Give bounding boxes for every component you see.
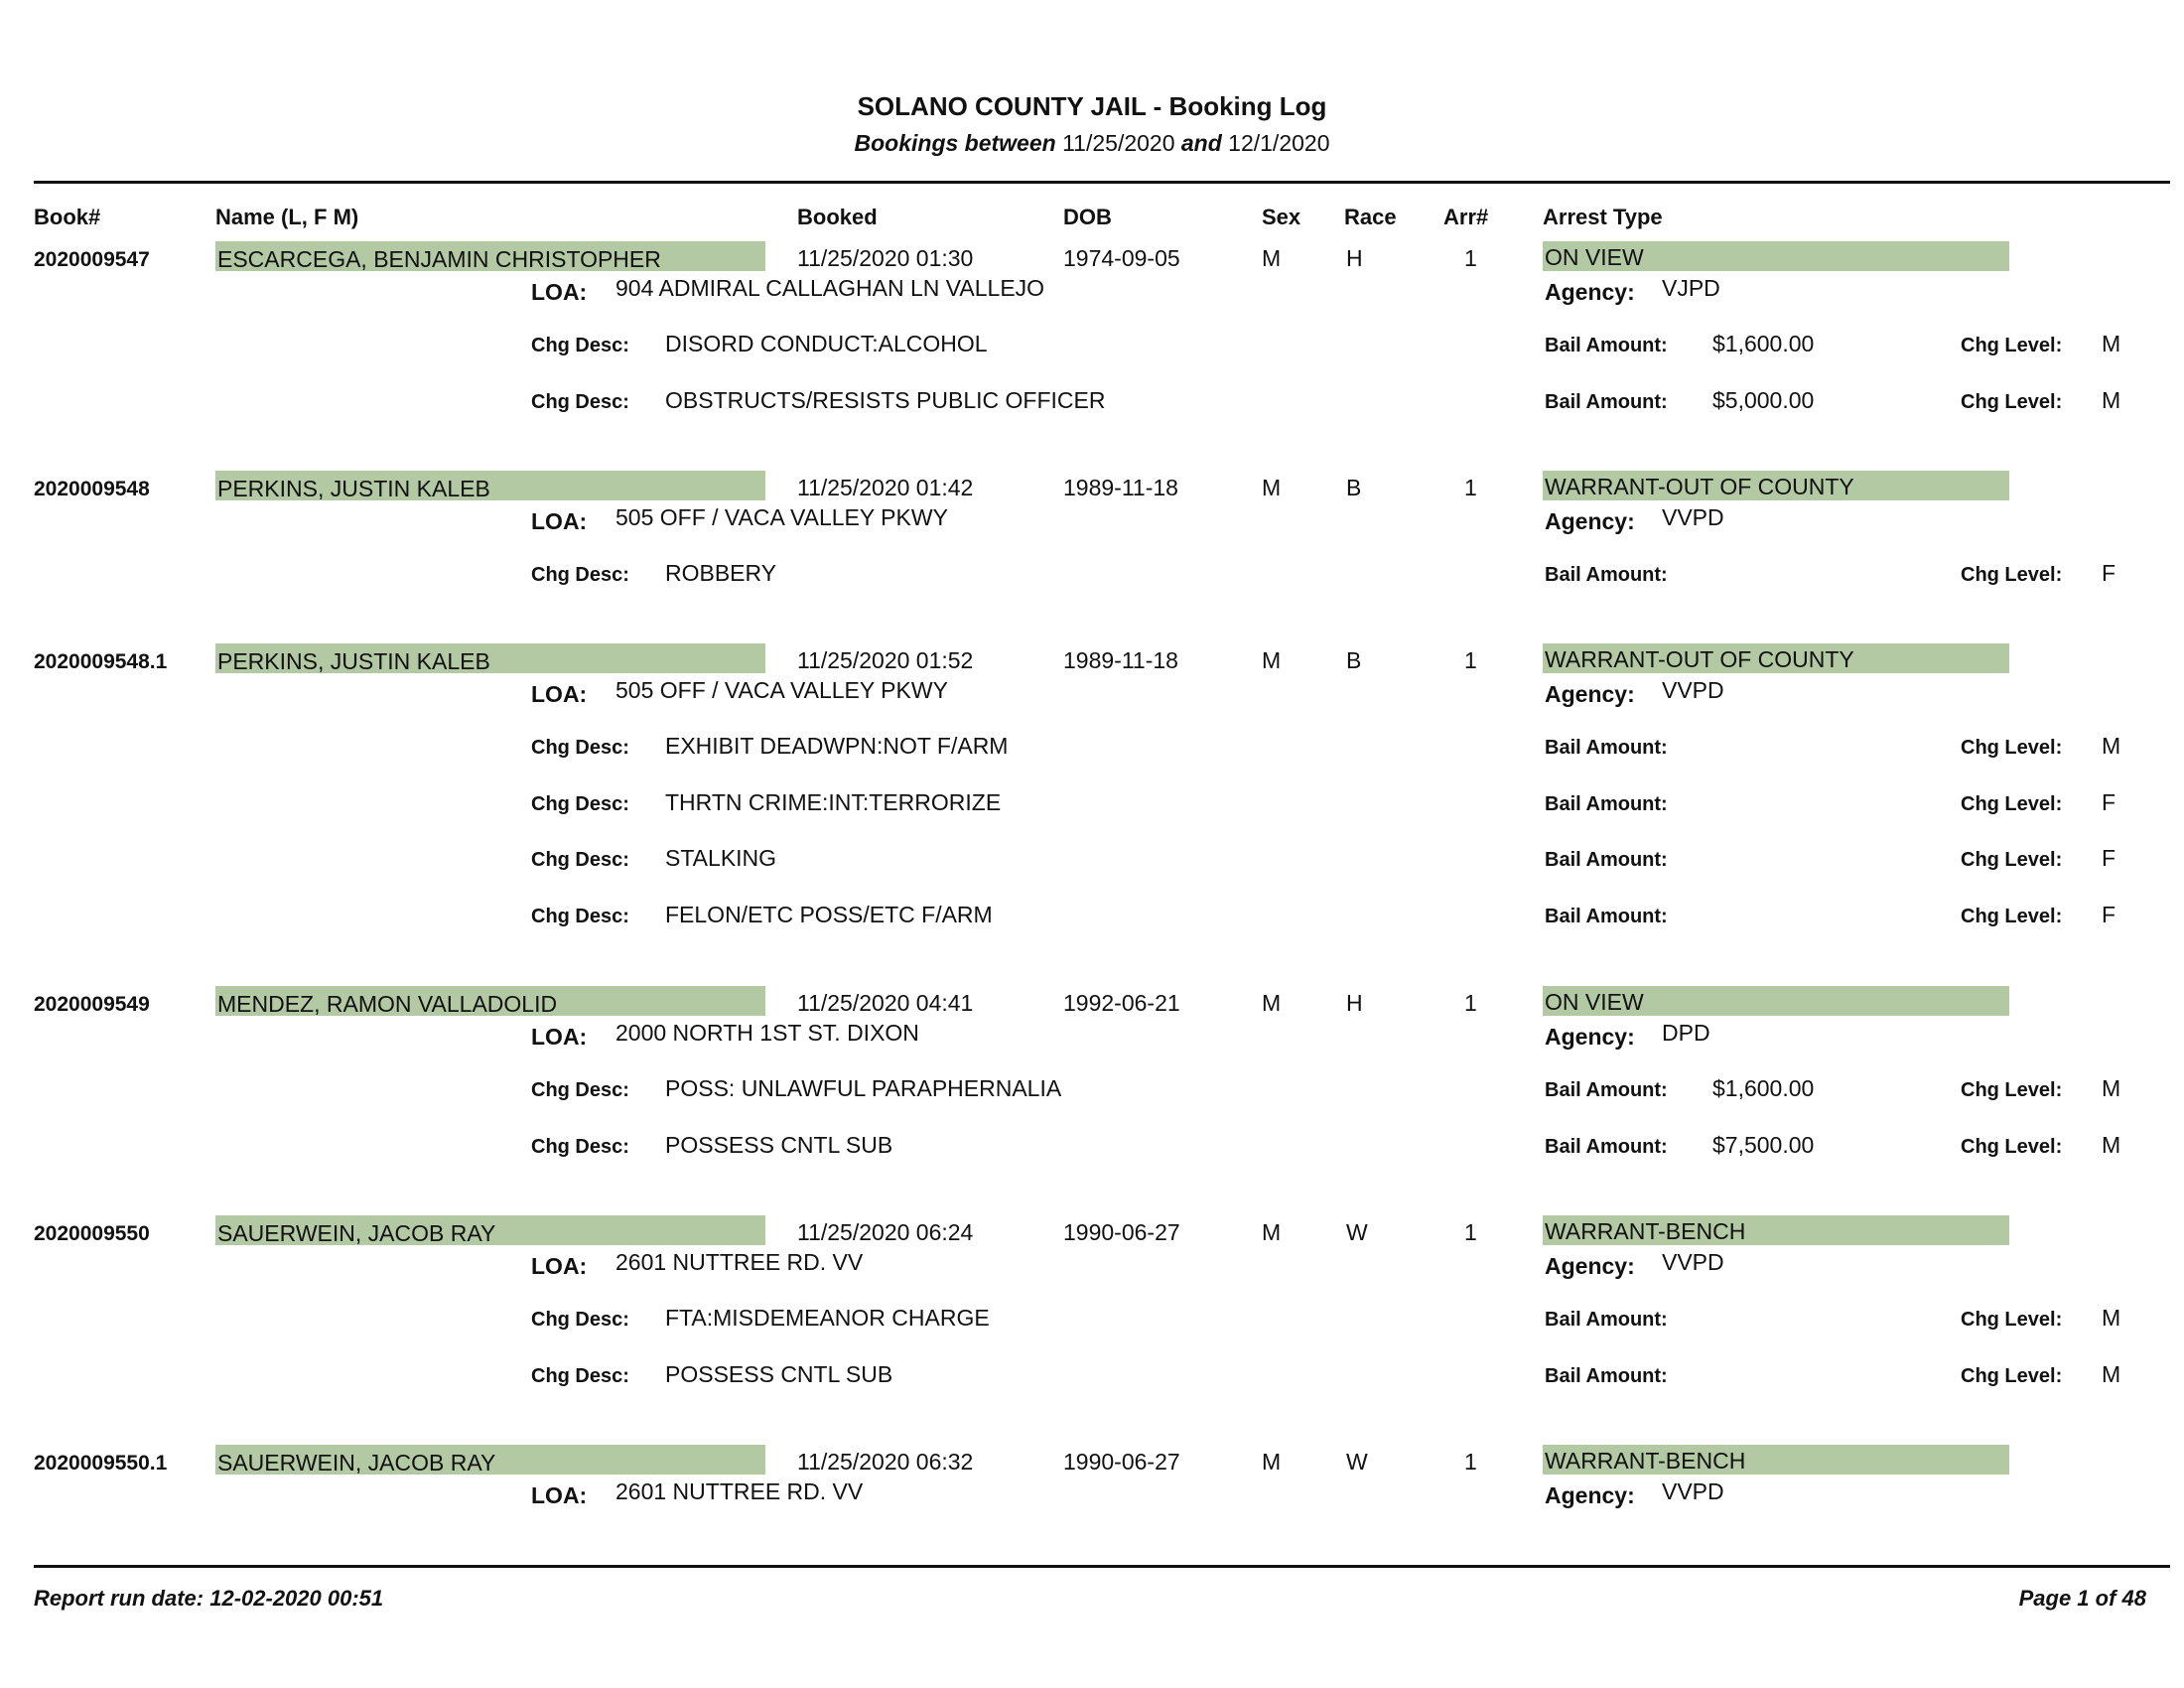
charge-desc-label: Chg Desc: [531, 1135, 629, 1158]
charge-level-value: F [2102, 901, 2116, 927]
report-run-date: Report run date: 12-02-2020 00:51 [34, 1586, 384, 1611]
booking-record [0, 241, 2184, 413]
race-value: W [1346, 1449, 1368, 1475]
charge-level-label: Chg Level: [1961, 849, 2063, 871]
booking-record [0, 471, 2184, 586]
date-of-birth: 1989-11-18 [1063, 475, 1178, 500]
agency-value: VVPD [1662, 1249, 1724, 1275]
charge-description: DISORD CONDUCT:ALCOHOL [665, 331, 988, 356]
race-value: W [1346, 1219, 1368, 1245]
sex-value: M [1262, 647, 1282, 673]
charge-desc-label: Chg Desc: [531, 1079, 629, 1101]
sex-value: M [1262, 990, 1282, 1016]
booking-record [0, 1445, 2184, 1508]
agency-value: VVPD [1662, 504, 1724, 530]
date-of-birth: 1989-11-18 [1063, 647, 1178, 673]
booking-number: 2020009548.1 [34, 650, 168, 673]
inmate-name: SAUERWEIN, JACOB RAY [215, 1445, 765, 1475]
booked-datetime: 11/25/2020 06:32 [797, 1449, 974, 1475]
race-value: B [1346, 647, 1362, 673]
charge-desc-label: Chg Desc: [531, 737, 629, 759]
charge-desc-label: Chg Desc: [531, 905, 629, 927]
booked-datetime: 11/25/2020 06:24 [797, 1219, 974, 1245]
booked-datetime: 11/25/2020 01:30 [797, 245, 974, 271]
charge-desc-label: Chg Desc: [531, 792, 629, 815]
bail-amount-label: Bail Amount: [1545, 1309, 1668, 1331]
inmate-name: MENDEZ, RAMON VALLADOLID [215, 986, 765, 1016]
charge-level-value: M [2102, 1075, 2121, 1101]
page-number: Page 1 of 48 [2018, 1586, 2146, 1611]
inmate-name: SAUERWEIN, JACOB RAY [215, 1215, 765, 1245]
charge-description: THRTN CRIME:INT:TERRORIZE [665, 788, 1002, 815]
charge-level-label: Chg Level: [1961, 564, 2063, 586]
loa-value: 505 OFF / VACA VALLEY PKWY [615, 677, 948, 703]
arrest-number: 1 [1464, 475, 1477, 500]
booked-datetime: 11/25/2020 04:41 [797, 990, 974, 1016]
arrest-type: ON VIEW [1543, 986, 2009, 1016]
date-of-birth: 1974-09-05 [1063, 245, 1180, 271]
column-header-arr: Arr# [1443, 205, 1489, 229]
booking-number: 2020009550.1 [34, 1452, 168, 1475]
arrest-number: 1 [1464, 990, 1477, 1016]
column-header-book: Book# [34, 205, 101, 229]
arrest-type: WARRANT-OUT OF COUNTY [1543, 643, 2009, 673]
bail-amount-label: Bail Amount: [1545, 1135, 1668, 1158]
booking-number: 2020009549 [34, 993, 150, 1016]
charge-level-label: Chg Level: [1961, 737, 2063, 759]
loa-value: 2000 NORTH 1ST ST. DIXON [615, 1020, 919, 1046]
arrest-number: 1 [1464, 245, 1477, 271]
charge-description: OBSTRUCTS/RESISTS PUBLIC OFFICER [665, 386, 1106, 413]
agency-value: VVPD [1662, 1478, 1724, 1504]
booking-record [0, 1215, 2184, 1387]
charge-description: POSSESS CNTL SUB [665, 1360, 893, 1387]
subtitle-mid: and [1180, 130, 1222, 156]
date-of-birth: 1990-06-27 [1063, 1449, 1180, 1475]
charge-level-value: F [2102, 788, 2116, 815]
column-header-arrest-type: Arrest Type [1543, 205, 1663, 229]
loa-label: LOA: [531, 1024, 588, 1050]
date-of-birth: 1990-06-27 [1063, 1219, 1180, 1245]
charge-desc-label: Chg Desc: [531, 335, 629, 356]
sex-value: M [1262, 475, 1282, 500]
bail-amount-label: Bail Amount: [1545, 564, 1668, 586]
report-title: SOLANO COUNTY JAIL - Booking Log [857, 91, 1327, 121]
agency-label: Agency: [1545, 508, 1635, 534]
agency-value: VJPD [1662, 275, 1720, 301]
charge-description: STALKING [665, 845, 777, 871]
arrest-number: 1 [1464, 1449, 1477, 1475]
bail-amount-label: Bail Amount: [1545, 1079, 1668, 1101]
arrest-type: WARRANT-OUT OF COUNTY [1543, 471, 2009, 500]
agency-label: Agency: [1545, 681, 1635, 707]
charge-level-label: Chg Level: [1961, 1309, 2063, 1331]
arrest-number: 1 [1464, 647, 1477, 673]
column-header-booked: Booked [797, 205, 878, 229]
end-date: 12/1/2020 [1228, 130, 1330, 156]
charge-desc-label: Chg Desc: [531, 1309, 629, 1331]
loa-label: LOA: [531, 508, 588, 534]
booking-number: 2020009547 [34, 248, 150, 271]
loa-value: 2601 NUTTREE RD. VV [615, 1249, 864, 1275]
report-subtitle [0, 130, 2184, 157]
charge-level-label: Chg Level: [1961, 792, 2063, 815]
charge-level-value: M [2102, 386, 2121, 413]
column-header-dob: DOB [1063, 205, 1112, 229]
charge-level-label: Chg Level: [1961, 1364, 2063, 1387]
charge-desc-label: Chg Desc: [531, 1364, 629, 1387]
charge-description: FTA:MISDEMEANOR CHARGE [665, 1305, 990, 1331]
booking-number: 2020009550 [34, 1222, 150, 1245]
charge-description: FELON/ETC POSS/ETC F/ARM [665, 901, 993, 927]
charge-level-value: M [2102, 1131, 2121, 1158]
bail-amount-label: Bail Amount: [1545, 905, 1668, 927]
charge-level-value: F [2102, 845, 2116, 871]
loa-label: LOA: [531, 1482, 588, 1508]
bail-amount-label: Bail Amount: [1545, 390, 1668, 413]
loa-label: LOA: [531, 1253, 588, 1279]
bail-amount-value: $5,000.00 [1712, 386, 1815, 413]
charge-level-label: Chg Level: [1961, 905, 2063, 927]
bail-amount-label: Bail Amount: [1545, 335, 1668, 356]
charge-desc-label: Chg Desc: [531, 849, 629, 871]
top-divider [34, 181, 2170, 184]
charge-level-value: M [2102, 331, 2121, 356]
bail-amount-value: $1,600.00 [1712, 331, 1815, 356]
loa-label: LOA: [531, 681, 588, 707]
charge-description: POSSESS CNTL SUB [665, 1131, 893, 1158]
inmate-name: PERKINS, JUSTIN KALEB [215, 471, 765, 500]
bail-amount-value: $1,600.00 [1712, 1075, 1815, 1101]
bail-amount-label: Bail Amount: [1545, 1364, 1668, 1387]
booked-datetime: 11/25/2020 01:52 [797, 647, 974, 673]
booking-record [0, 643, 2184, 927]
charge-level-value: M [2102, 1360, 2121, 1387]
bail-amount-label: Bail Amount: [1545, 737, 1668, 759]
bail-amount-label: Bail Amount: [1545, 849, 1668, 871]
race-value: H [1346, 245, 1363, 271]
race-value: H [1346, 990, 1363, 1016]
charge-level-label: Chg Level: [1961, 1135, 2063, 1158]
charge-level-label: Chg Level: [1961, 335, 2063, 356]
agency-value: VVPD [1662, 677, 1724, 703]
arrest-type: WARRANT-BENCH [1543, 1445, 2009, 1475]
arrest-type: ON VIEW [1543, 241, 2009, 271]
bottom-divider [34, 1565, 2170, 1568]
charge-level-label: Chg Level: [1961, 390, 2063, 413]
charge-description: EXHIBIT DEADWPN:NOT F/ARM [665, 733, 1009, 759]
booking-record [0, 986, 2184, 1158]
loa-value: 904 ADMIRAL CALLAGHAN LN VALLEJO [615, 275, 1045, 301]
start-date: 11/25/2020 [1062, 130, 1175, 156]
agency-label: Agency: [1545, 279, 1635, 305]
loa-label: LOA: [531, 279, 588, 305]
bail-amount-label: Bail Amount: [1545, 792, 1668, 815]
date-of-birth: 1992-06-21 [1063, 990, 1180, 1016]
charge-desc-label: Chg Desc: [531, 390, 629, 413]
charge-level-label: Chg Level: [1961, 1079, 2063, 1101]
charge-desc-label: Chg Desc: [531, 564, 629, 586]
inmate-name: ESCARCEGA, BENJAMIN CHRISTOPHER [215, 241, 765, 271]
sex-value: M [1262, 245, 1282, 271]
agency-value: DPD [1662, 1020, 1710, 1046]
inmate-name: PERKINS, JUSTIN KALEB [215, 643, 765, 673]
charge-level-value: M [2102, 733, 2121, 759]
booked-datetime: 11/25/2020 01:42 [797, 475, 974, 500]
arrest-number: 1 [1464, 1219, 1477, 1245]
agency-label: Agency: [1545, 1253, 1635, 1279]
sex-value: M [1262, 1449, 1282, 1475]
charge-description: POSS: UNLAWFUL PARAPHERNALIA [665, 1075, 1062, 1101]
agency-label: Agency: [1545, 1024, 1635, 1050]
booking-number: 2020009548 [34, 478, 150, 500]
bail-amount-value: $7,500.00 [1712, 1131, 1815, 1158]
loa-value: 505 OFF / VACA VALLEY PKWY [615, 504, 948, 530]
column-header-name: Name (L, F M) [215, 205, 359, 229]
subtitle-prefix: Bookings between [854, 130, 1056, 156]
charge-level-value: F [2102, 560, 2116, 586]
column-header-race: Race [1344, 205, 1397, 229]
column-header-sex: Sex [1262, 205, 1301, 229]
loa-value: 2601 NUTTREE RD. VV [615, 1478, 864, 1504]
race-value: B [1346, 475, 1362, 500]
sex-value: M [1262, 1219, 1282, 1245]
charge-level-value: M [2102, 1305, 2121, 1331]
agency-label: Agency: [1545, 1482, 1635, 1508]
arrest-type: WARRANT-BENCH [1543, 1215, 2009, 1245]
charge-description: ROBBERY [665, 560, 777, 586]
